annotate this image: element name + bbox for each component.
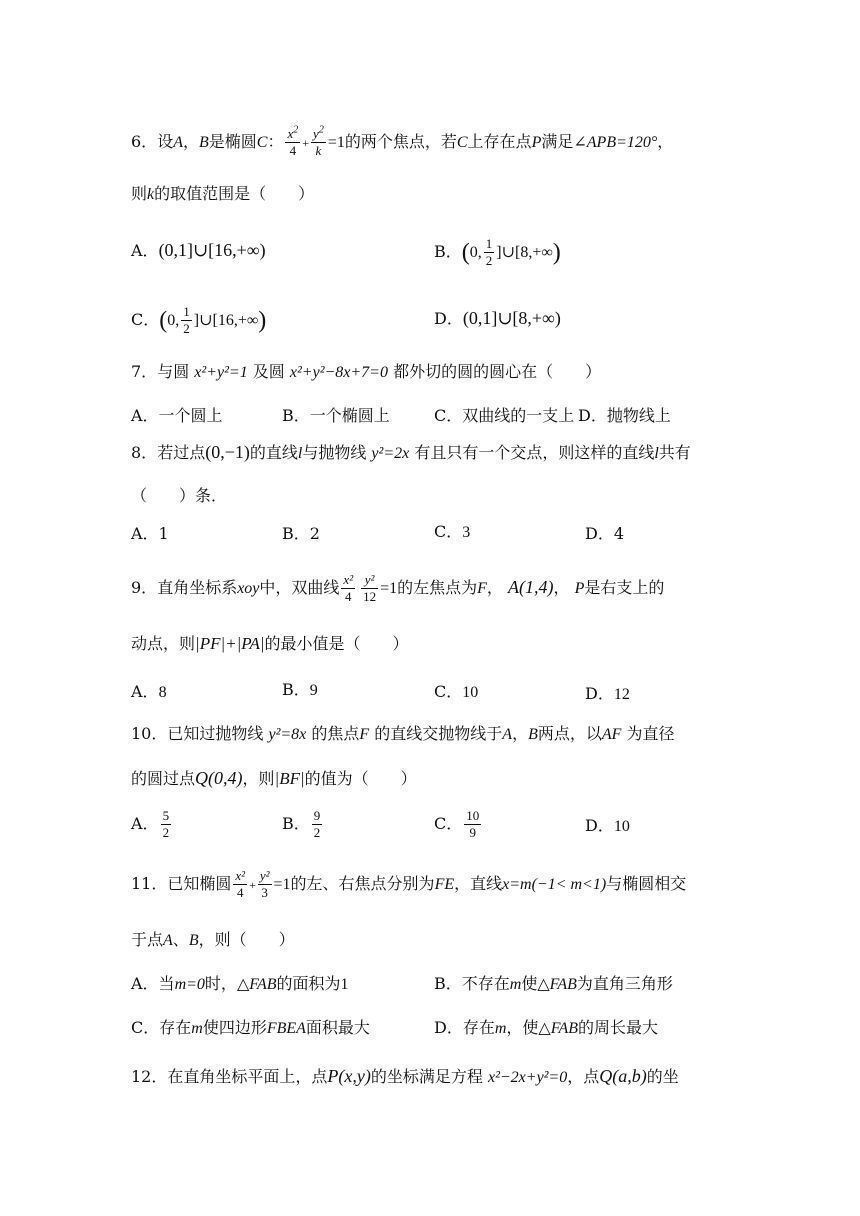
- q11-option-b: B．不存在m使△FAB为直角三角形: [434, 974, 673, 993]
- q9-option-b: B．9: [282, 680, 318, 699]
- q9-option-d: D．12: [585, 684, 630, 703]
- q6-option-c: C．(0, $\frac{1}{2}$ ]∪[16,+∞): [131, 304, 267, 336]
- q8-line2: （ ）条．: [131, 486, 228, 505]
- q7-option-a: A．一个圆上: [131, 406, 223, 425]
- q7-line1: 7．与圆 x²+y²=1 及圆 x²+y²−8x+7=0 都外切的圆的圆心在（ ）: [131, 362, 602, 381]
- q8-option-a: A．1: [131, 524, 169, 543]
- q8-option-c: C．3: [434, 522, 471, 541]
- q9-line1: 9．直角坐标系xoy中，双曲线 $\frac{\text{x²}}{4}$ $\frac{\text{y²}}{12}$ =1的左焦点为F， A(1,4)， P是右支上的: [131, 572, 665, 604]
- q6-option-a: A．(0,1]∪[16,+∞): [131, 240, 266, 260]
- q11-line1: 11．已知椭圆 $\frac{\text{x²}}{4}$ + $\frac{\text{y²}}{3}$ =1的左、右焦点分别为FE，直线x=m(−1< m<1)与椭圆相交: [131, 868, 687, 900]
- q8-option-b: B．2: [282, 524, 320, 543]
- q9-option-a: A．8: [131, 682, 167, 701]
- q6-angle: ∠APB=120°: [573, 134, 658, 151]
- q6-option-d: D．(0,1]∪[8,+∞): [434, 308, 561, 328]
- q6-number: 6．: [131, 132, 158, 151]
- q9-line2: 动点，则|PF|+|PA|的最小值是（ ）: [131, 634, 409, 653]
- q9-option-c: C．10: [434, 682, 479, 701]
- q10-option-d: D．10: [585, 816, 630, 835]
- q11-option-a: A．当m=0时，△FAB的面积为1: [131, 974, 349, 993]
- q6-fraction-x: $\frac{x^2}{4}$: [287, 124, 299, 158]
- q6-line2: 则k的取值范围是（ ）: [131, 184, 315, 203]
- q6-line1: 6．设A，B是椭圆C： $\frac{x^2}{4}$ + $\frac{y^2}{k}$ =1的两个焦点，若C上存在点P满足∠APB=120°，: [131, 124, 674, 158]
- q10-option-c: C． $\frac{10}{9}$: [434, 808, 480, 840]
- q6-option-b: B．(0, $\frac{1}{2}$ ]∪[8,+∞): [434, 236, 561, 268]
- q10-option-a: A． $\frac{5}{2}$: [131, 808, 170, 840]
- q10-line1: 10．已知过抛物线 y²=8x 的焦点F 的直线交抛物线于A，B两点，以AF 为直径: [131, 724, 675, 743]
- q11-option-c: C．存在m使四边形FBEA面积最大: [131, 1018, 370, 1037]
- q10-option-b: B． $\frac{9}{2}$: [282, 808, 321, 840]
- q8-line1: 8．若过点(0,−1)的直线l与抛物线 y²=2x 有且只有一个交点，则这样的直线l共有: [131, 442, 691, 462]
- q7-option-c: C．双曲线的一支上: [434, 406, 575, 425]
- q6-fraction-y: $\frac{y^2}{k}$: [313, 124, 324, 158]
- q7-option-d: D．抛物线上: [578, 406, 671, 425]
- q7-option-b: B．一个椭圆上: [282, 406, 390, 425]
- q11-line2: 于点A、B，则（ ）: [131, 930, 295, 949]
- q8-option-d: D．4: [585, 524, 625, 543]
- q10-line2: 的圆过点Q(0,4)，则|BF|的值为（ ）: [131, 768, 417, 788]
- q11-option-d: D．存在m，使△FAB的周长最大: [434, 1018, 658, 1037]
- q12-line1: 12．在直角坐标平面上，点P(x,y)的坐标满足方程 x²−2x+y²=0，点Q(a,b)的坐: [131, 1066, 679, 1086]
